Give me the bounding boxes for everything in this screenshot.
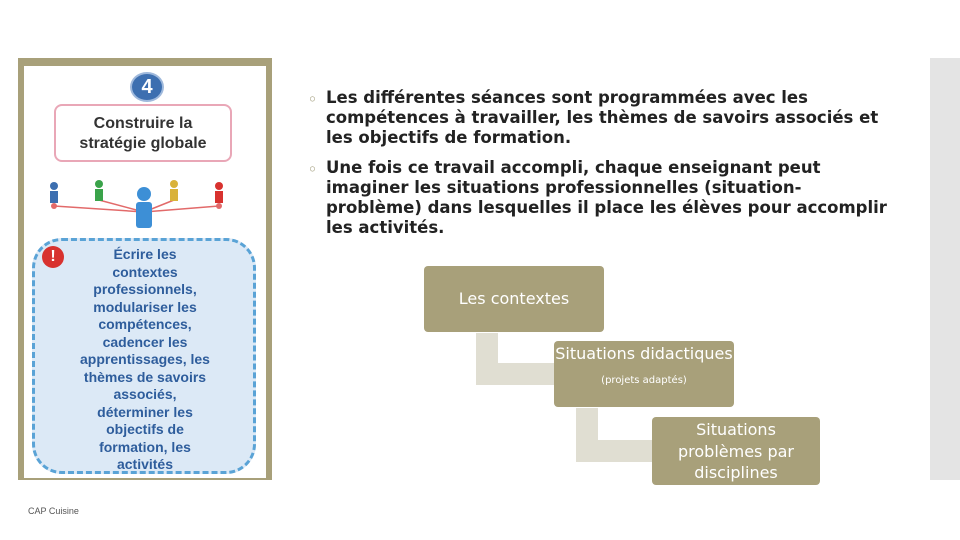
bullet-item [308, 88, 888, 148]
connector-arrow [476, 363, 554, 385]
bullet-icon: ◦ [308, 162, 317, 178]
flow-box-didactic [554, 341, 734, 407]
flow-box-didactic-title: Situations didactiques [555, 344, 733, 363]
flow-box-problems: Situations problèmes par disciplines [652, 417, 820, 485]
alert-icon: ! [42, 246, 64, 268]
strategy-card [18, 58, 272, 480]
bullet-item [308, 158, 888, 238]
connector-arrow [576, 440, 652, 462]
step-title-line1: Construire la [93, 115, 193, 132]
right-decor-bar [930, 58, 960, 480]
people-network-icon [24, 172, 266, 238]
objectives-text: Écrire les contextes professionnels, modulariser les compétences, cadencer les apprentissages, les thèmes de savoirs associés, déterminer les objectifs de formation, les activités [80, 246, 210, 472]
flow-box-didactic-sub: (projets adaptés) [601, 374, 687, 386]
bullet-icon: ◦ [308, 92, 317, 108]
bullet-list [308, 88, 888, 248]
flow-box-contexts: Les contextes [424, 266, 604, 332]
bullet-text: Une fois ce travail accompli, chaque enseignant peut imaginer les situations professionnelles (situation-problème) dans lesquelles il place les élèves pour accomplir les activités. [326, 158, 887, 237]
strategy-card-inner [24, 66, 266, 478]
footer-label: CAP Cuisine [28, 506, 79, 516]
step-title [54, 104, 232, 162]
step-title-line2: stratégie globale [79, 135, 207, 152]
step-number-badge: 4 [130, 72, 164, 102]
bullet-text: Les différentes séances sont programmées avec les compétences à travailler, les thèmes de savoirs associés et les objectifs de formation. [326, 88, 879, 147]
